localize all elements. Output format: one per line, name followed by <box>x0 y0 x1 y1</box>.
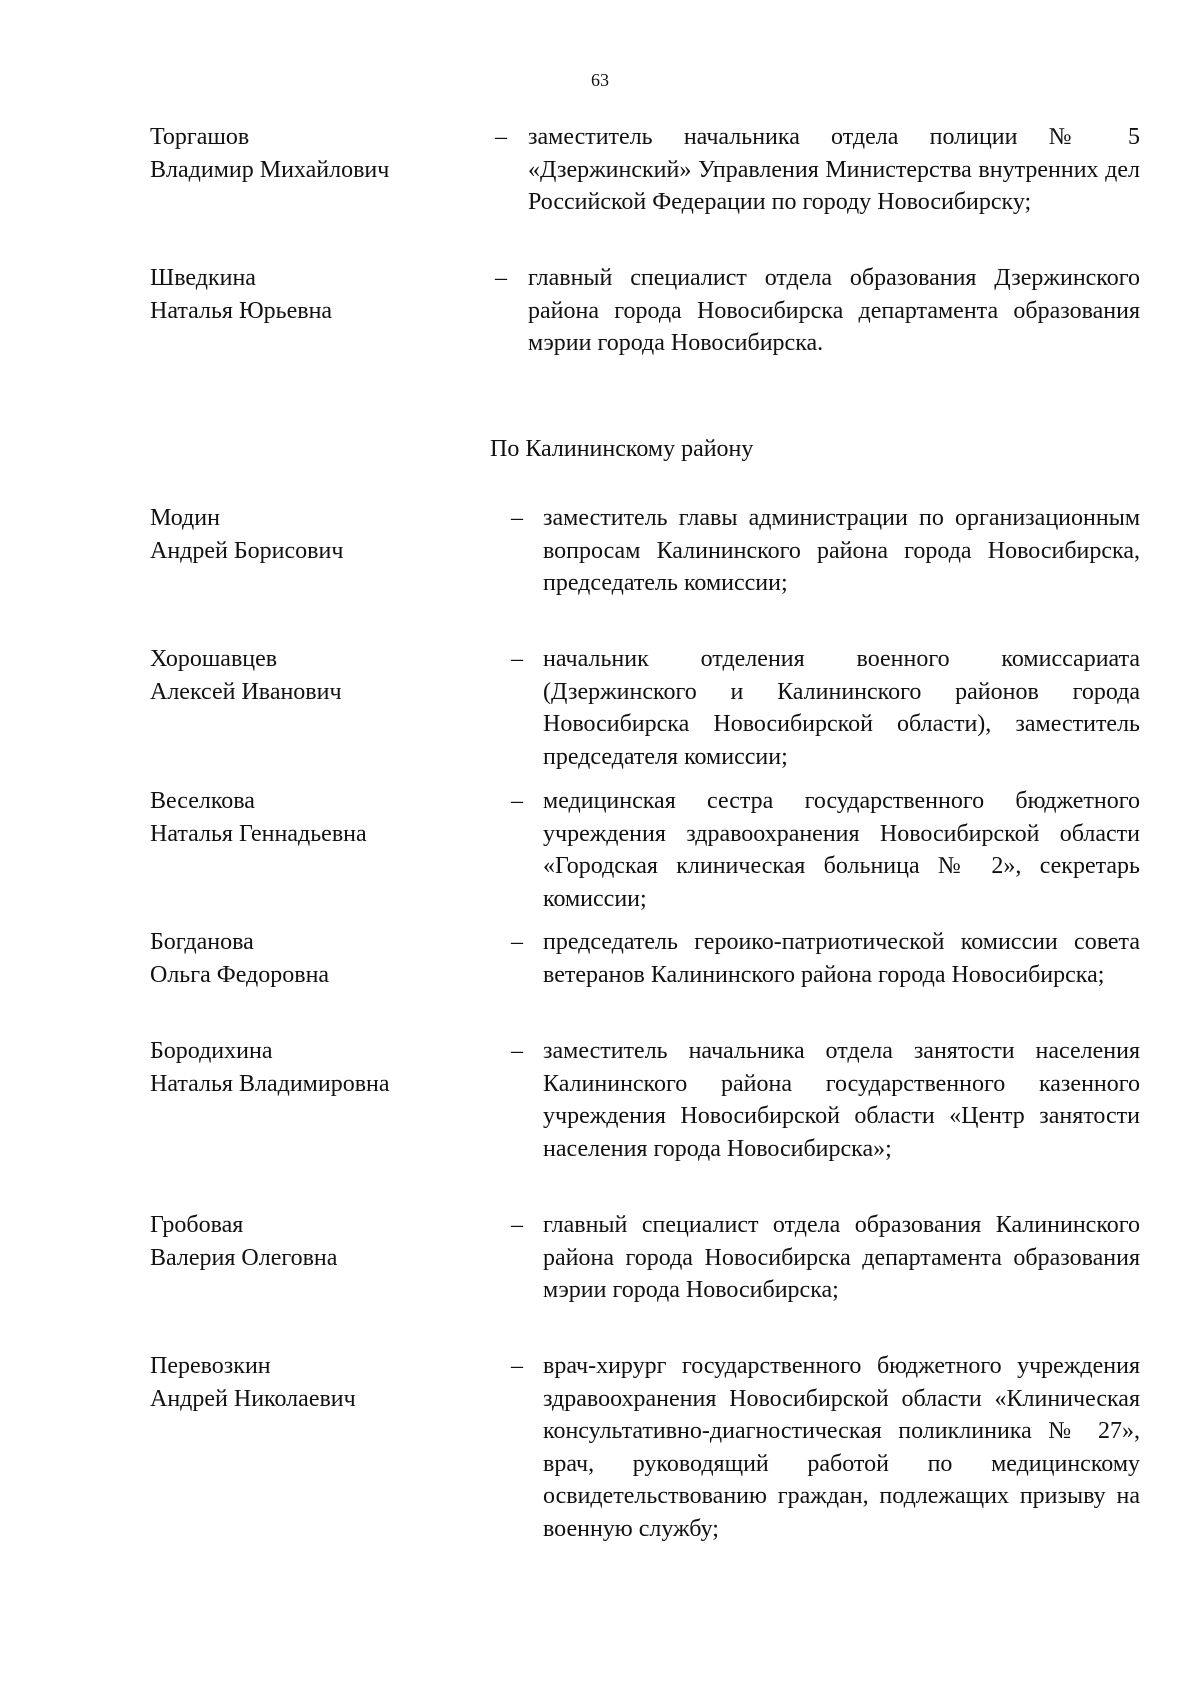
member-surname: Перевозкин <box>150 1353 271 1379</box>
member-surname: Веселкова <box>150 788 255 814</box>
dash-separator: – <box>495 265 507 291</box>
dash-separator: – <box>495 124 507 150</box>
member-name <box>150 785 490 850</box>
member-name <box>150 926 490 991</box>
member-given-names: Андрей Николаевич <box>150 1385 356 1412</box>
member-role: главный специалист отдела образования Калининского района города Новосибирска департамента образования мэрии города Новосибирска; <box>543 1212 1140 1303</box>
member-name <box>150 262 490 327</box>
member-given-names: Ольга Федоровна <box>150 961 330 988</box>
member-role: заместитель главы администрации по организационным вопросам Калининского района города Новосибирска, председатель комиссии; <box>543 505 1140 596</box>
member-given-names: Валерия Олеговна <box>150 1244 338 1271</box>
member-surname: Шведкина <box>150 265 256 291</box>
member-given-names: Алексей Иванович <box>150 678 342 705</box>
member-name <box>150 1209 490 1274</box>
member-role: председатель героико-патриотической комиссии совета ветеранов Калининского района города Новосибирска; <box>543 929 1140 988</box>
dash-separator: – <box>511 1038 523 1064</box>
dash-separator: – <box>511 788 523 814</box>
member-given-names: Владимир Михайлович <box>150 156 390 183</box>
page-number: 63 <box>591 70 609 90</box>
dash-separator: – <box>511 646 523 672</box>
dash-separator: – <box>511 505 523 531</box>
member-name <box>150 643 490 708</box>
member-name <box>150 1350 490 1415</box>
member-surname: Бородихина <box>150 1038 273 1064</box>
member-role: врач-хирург государственного бюджетного учреждения здравоохранения Новосибирской области «Клиническая консультативно-диагностическая поликлиника № 27», врач, руководящий работой по медицинскому освидетельствованию граждан, подлежащих призыву на военную службу; <box>543 1353 1140 1542</box>
member-name <box>150 1035 490 1100</box>
member-role: медицинская сестра государственного бюджетного учреждения здравоохранения Новосибирской области «Городская клиническая больница № 2», секретарь комиссии; <box>543 788 1140 912</box>
member-given-names: Наталья Владимировна <box>150 1070 390 1097</box>
member-surname: Хорошавцев <box>150 646 278 672</box>
member-role: главный специалист отдела образования Дзержинского района города Новосибирска департамента образования мэрии города Новосибирска. <box>528 265 1140 356</box>
section-heading: По Калининскому району <box>490 436 754 462</box>
member-given-names: Андрей Борисович <box>150 537 344 564</box>
dash-separator: – <box>511 1353 523 1379</box>
member-role: заместитель начальника отдела занятости населения Калининского района государственного казенного учреждения Новосибирской области «Центр занятости населения города Новосибирска»; <box>543 1038 1140 1162</box>
member-surname: Модин <box>150 505 220 531</box>
member-surname: Торгашов <box>150 124 250 150</box>
dash-separator: – <box>511 1212 523 1238</box>
member-role: начальник отделения военного комиссариата (Дзержинского и Калининского районов города Новосибирска Новосибирской области), заместитель председателя комиссии; <box>543 646 1140 770</box>
member-given-names: Наталья Юрьевна <box>150 297 333 324</box>
member-name <box>150 121 490 186</box>
member-surname: Гробовая <box>150 1212 244 1238</box>
dash-separator: – <box>511 929 523 955</box>
member-role: заместитель начальника отдела полиции № 5 «Дзержинский» Управления Министерства внутренних дел Российской Федерации по городу Новосибирску; <box>528 124 1140 215</box>
member-surname: Богданова <box>150 929 254 955</box>
member-given-names: Наталья Геннадьевна <box>150 820 367 847</box>
member-name <box>150 502 490 567</box>
